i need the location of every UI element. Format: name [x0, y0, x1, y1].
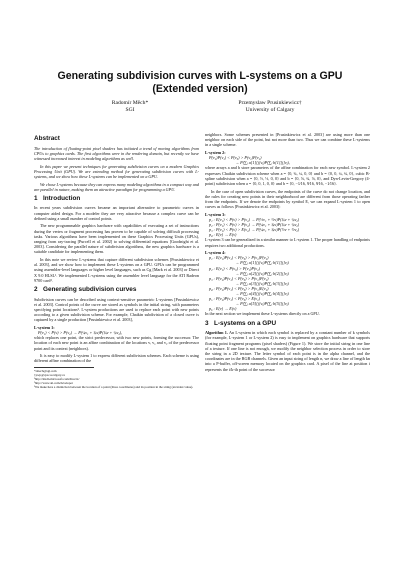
- section-heading: [205, 320, 370, 328]
- author-name: Radomír Měch*: [111, 100, 149, 106]
- production-rule: p₁ : E(v₁)P(v₁) < P(v₀) > P(v₁)P(v₂): [209, 255, 269, 261]
- lsystem-label: L-system 2:: [205, 150, 226, 155]
- abstract-paragraph: The introduction of floating-point pixel shaders has initiated a trend of moving algorithms from CPUs to graphics cards. The first algorithms were in the rendering domain, but recently we have witnessed increased interest in modeling algorithms as well.: [34, 145, 199, 161]
- production-rule: p₄ : E(v) → E(v): [209, 232, 237, 238]
- footnote: ²http://www.ati.com/developer: [34, 381, 73, 386]
- production-rule: → P(∑ⱼ a[1][j]vⱼ)P(∑ⱼ b[1][j]vⱼ): [235, 260, 289, 266]
- author-2: [200, 100, 340, 114]
- production-rule: → P(∑ⱼ a[1][j]vⱼ)P(∑ⱼ b[1][j]vⱼ),: [235, 160, 290, 166]
- production-rule: → P(∑ⱼ a[4][j]vⱼ)P(∑ⱼ b[4][j]vⱼ): [235, 291, 289, 297]
- title-line-2: (Extended version): [152, 82, 248, 95]
- body-paragraph: L-system 3 can be generalized in a similar manner to L-system 1. The proper handling of endpoints requires two additional productions.: [205, 237, 370, 248]
- production-rule: → P(∑ⱼ a[2][j]vⱼ)P(∑ⱼ b[2][j]vⱼ): [235, 270, 289, 276]
- production-rule: p₂ : P(v₁) < P(v) > P(v₂) → P(¼v₁ + ¾v)P(¾v + ¼v₂): [209, 222, 300, 228]
- section-title: L-systems on a GPU: [214, 319, 277, 327]
- abstract-paragraph: In this paper we present techniques for generating subdivision curves on a modern Graphics Processing Unit (GPU). We are extending method for generating subdivision curves with L-systems, and we show how these L-systems can be implemented on a GPU.: [34, 163, 199, 179]
- left-column: [34, 132, 199, 389]
- lsystem-label: L-system 1:: [34, 324, 55, 330]
- body-paragraph: The new programmable graphics hardware with capabilities of executing a set of instructions during the vertex or fragment processing has proven to be capable of solving difficult processing tasks. Various algorithms have been implemented on these Graphics Processing Units (GPUs), ranging from ray-tracing [Purcell et al. 2002] to solving differential equations [Goodnight et al. 2003]. Considering the parallel nature of subdivision algorithms, the new graphics hardware is a suitable candidate for implementing them.: [34, 223, 199, 255]
- section-heading: [34, 286, 199, 294]
- footnote: *rmech@sgi.com: [34, 369, 57, 374]
- production-rule: p₂ : E(v₁) < P(v₀) > P(v₁)P(v₂): [209, 265, 260, 271]
- abstract: [34, 146, 199, 192]
- production-rule: → P(∑ⱼ a[3][j]vⱼ)P(∑ⱼ b[3][j]vⱼ): [235, 280, 289, 286]
- lsystem-label: L-system 4:: [205, 250, 226, 256]
- paper-title: [0, 70, 400, 95]
- abstract-paragraph: We chose L-systems because they can express many modeling algorithms in a compact way and are parallel in nature, making them an attractive paradigm for programming a GPU.: [34, 181, 199, 192]
- production-rule: P(v₂)P(v₁) < P(v₀) > P(v₁)P(v₂): [209, 155, 262, 161]
- abstract-heading: Abstract: [34, 135, 60, 142]
- body-paragraph: which replaces one point, the strict predecessor, with two new points, forming the successor. The location of each new point is an affine combination of the locations v, v₁ and v₂ of the predecessor point and its context (neighbors).: [34, 335, 199, 351]
- body-paragraph: In the next section we implement these L-systems directly on a GPU.: [205, 311, 320, 317]
- body-paragraph: In the case of open subdivision curves, the endpoints of the curve do not change location, and the rules for creating new points in their neighborhood are different from those operating farther from the endpoints. If we denote the endpoints by symbol E, we can expand L-system 1 to open curves as follows [Prusinkiewicz et al. 2003]:: [205, 188, 370, 210]
- algorithm-label: Algorithm 1.: [205, 330, 228, 336]
- author-affiliation: SGI: [125, 106, 135, 113]
- footnote: †pwp@cpsc.ucalgary.ca: [34, 373, 65, 378]
- body-paragraph: neighbors. Some schemes presented in [Prusinkiewicz et al. 2003] are using more than one neighbor on each side of the point, but not more than two. Thus we can combine these L-systems in a single scheme.: [205, 132, 370, 148]
- right-column: [205, 132, 370, 374]
- body-paragraph: Subdivision curves can be described using context-sensitive parametric L-systems [Prusinkiewicz et al. 2003]. Control points of the curve are stored as symbols in the initial string, with parameters specifying point locations³. L-system productions are used to replace each point with new points according to a given subdivision scheme. For example, Chaikin subdivision of a closed curve is captured by a single production [Prusinkiewicz et al. 2003],: [34, 296, 199, 323]
- title-line-1: Generating subdivision curves with L-systems on a GPU: [57, 70, 343, 82]
- section-title: Generating subdivision curves: [43, 286, 137, 294]
- body-paragraph: [205, 330, 370, 372]
- footnote: ¹http://msdn.microsoft.com/directx/: [34, 377, 80, 382]
- algorithm-text: An L-system in which each symbol is replaced by a constant number of k symbols (for example, L-system 1 or L-system 2) is easy to implement on graphics hardware that supports floating point fragment programs (pixel shaders) (Figure 1). We store the initial string in one line of a texture. If one line is not enough, we modify the neighbor selection process in order to store the string in a 2D texture. The letter symbol of each point is in the alpha channel, and the coordinates are in the RGB channels. Given an input string of length n, we draw a line of length kn into a P-buffer, off-screen memory located on the graphics card. A pixel of the line at position i represents the i/k-th point of the successor: [205, 330, 370, 372]
- footnote: ³We make here a distinction between the location of a point (three coordinates) and its position in the string (an index value).: [34, 385, 194, 390]
- production-rule: p₄ : P(v₂)P(v₁) < P(v₀) > P(v₁)E(v₂): [209, 285, 269, 291]
- section-title: Introduction: [43, 194, 81, 202]
- body-paragraph: It is easy to modify L-system 1 to express different subdivision schemes. Each scheme is using different affine combination of the: [34, 353, 199, 364]
- section-number: 3: [205, 319, 209, 327]
- production-rule: p₅ : P(v₂)P(v₁) < P(v₀) > E(v₁): [209, 296, 260, 302]
- production-rule: p₆ : E(v) → E(v): [209, 306, 237, 312]
- author-1: [60, 100, 200, 114]
- production-rule: p₁ : E(v₁) < P(v) > P(v₂) → P(½v₁ + ½v)P(¾v + ¼v₂): [209, 217, 300, 222]
- body-paragraph: In recent years subdivision curves became an important alternative to parametric curves in computer aided design. For a modeler they are very attractive because a complex curve can be defined using a small number of control points.: [34, 205, 199, 221]
- section-number: 2: [34, 286, 38, 294]
- author-affiliation: University of Calgary: [245, 106, 295, 113]
- author-name: Przemyslaw Prusinkiewicz†: [238, 100, 302, 106]
- production-rule: p₃ : P(v₂)P(v₁) < P(v₀) > P(v₁)P(v₂): [209, 275, 269, 281]
- lsystem-label: L-system 3:: [205, 211, 226, 217]
- body-paragraph: In this note we review L-systems that capture different subdivision schemes [Prusinkiewicz et al. 2003], and we show how to implement these L-systems on a GPU. GPUs can be programmed using assembler-level languages or higher level languages, such as Cg [Mark et al. 2003] or Direct X 9.0 HLSL¹. We implemented L-systems using the assembler level language for the ATI Radeon 9700 card².: [34, 257, 199, 283]
- section-number: 1: [34, 194, 38, 202]
- production-rule: → P(∑ⱼ a[5][j]vⱼ)P(∑ⱼ b[5][j]vⱼ): [235, 301, 289, 307]
- production-rule: p₃ : P(v₁) < P(v) > E(v₂) → P(¼v₁ + ¾v)P(½v + ½v₂): [209, 227, 300, 233]
- production-rule: P(v₁) < P(v) > P(v₂) → P(¼v₁ + ¾v)P(¾v + ¼v₂),: [38, 330, 123, 336]
- author-block: [0, 100, 400, 122]
- section-heading: [34, 195, 199, 203]
- body-paragraph: where arrays a and b store parameters of the affine combination for each new symbol. L-system 2 expresses Chaikin subdivision scheme when a = {0, ¾, ¼, 0, 0} and b = {0, 0, ¼, ¾, 0}, cubic B-spline subdivision when a = {0, ½, ½, 0, 0} and b = {0, ⅛, ¾, ⅛, 0}, and Dyn-Levin-Gregory (4-point) subdivision when a = {0, 0, 1, 0, 0} and b = {0, −1⁄16, 9⁄16, 9⁄16, −1⁄16}.: [205, 165, 370, 186]
